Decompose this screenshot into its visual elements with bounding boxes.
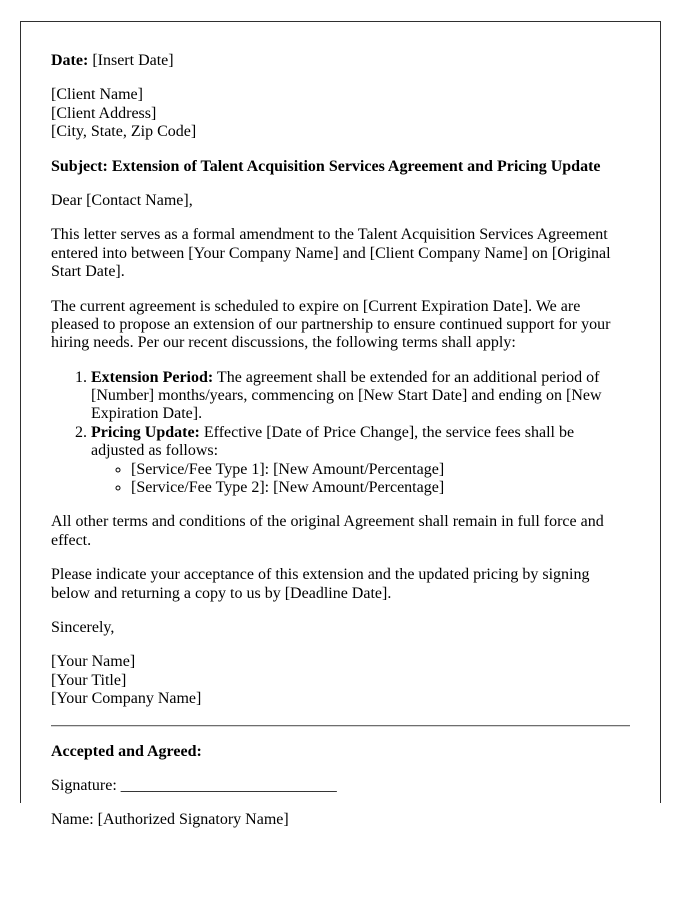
- section-divider: [51, 725, 630, 727]
- paragraph-remain-in-force: All other terms and conditions of the original Agreement shall remain in full force and effect.: [51, 513, 604, 549]
- closing: Sincerely,: [51, 618, 115, 636]
- pricing-sub-list: [91, 461, 630, 498]
- paragraph-acceptance-request: Please indicate your acceptance of this extension and the updated pricing by signing below and returning a copy to us by [Deadline Date].: [51, 566, 590, 602]
- signature-label: Signature:: [51, 776, 121, 794]
- term-extension-text: The agreement shall be extended for an additional period of [Number] months/years, commencing on [New Start Date] and ending on [New Expiration Date].: [91, 368, 602, 423]
- recipient-city-state-zip: [City, State, Zip Code]: [51, 123, 197, 141]
- date-line: [51, 52, 630, 70]
- term-extension-label: Extension Period:: [91, 368, 214, 386]
- recipient-client-address: [Client Address]: [51, 104, 157, 122]
- recipient-block: [51, 86, 630, 141]
- name-line: Name: [Authorized Signatory Name]: [51, 811, 289, 829]
- terms-list: [51, 369, 630, 498]
- term-item-pricing-update: [91, 424, 630, 498]
- letter-page: [20, 21, 661, 829]
- salutation: Dear [Contact Name],: [51, 191, 193, 209]
- signature-blank: ___________________________: [120, 776, 337, 794]
- date-label: Date:: [51, 52, 89, 69]
- sender-company: [Your Company Name]: [51, 690, 202, 708]
- subject-line: Subject: Extension of Talent Acquisition Services Agreement and Pricing Update: [51, 157, 601, 175]
- sender-block: [51, 653, 630, 708]
- date-value: [Insert Date]: [88, 52, 174, 69]
- paragraph-current-terms: The current agreement is scheduled to expire on [Current Expiration Date]. We are pleased to propose an extension of our partnership to ensure continued support for your hiring needs. Per our recent discussions, the following terms shall apply:: [51, 297, 611, 352]
- sender-title: [Your Title]: [51, 671, 127, 689]
- term-pricing-label: Pricing Update:: [91, 423, 200, 441]
- signature-line: [51, 777, 630, 795]
- pricing-sub-item-1: ◦ [Service/Fee Type 1]: [New Amount/Percentage]: [131, 461, 630, 479]
- recipient-client-name: [Client Name]: [51, 86, 143, 104]
- paragraph-intro: This letter serves as a formal amendment to the Talent Acquisition Services Agreement entered into between [Your Company Name] and [Client Company Name] on [Original Start Date].: [51, 226, 611, 281]
- pricing-sub-item-2: ◦ [Service/Fee Type 2]: [New Amount/Percentage]: [131, 479, 630, 497]
- term-item-extension-period: [91, 369, 630, 424]
- term-pricing-text: Effective [Date of Price Change], the service fees shall be adjusted as follows:: [91, 423, 575, 460]
- acceptance-heading: Accepted and Agreed:: [51, 742, 202, 760]
- sender-name: [Your Name]: [51, 653, 136, 671]
